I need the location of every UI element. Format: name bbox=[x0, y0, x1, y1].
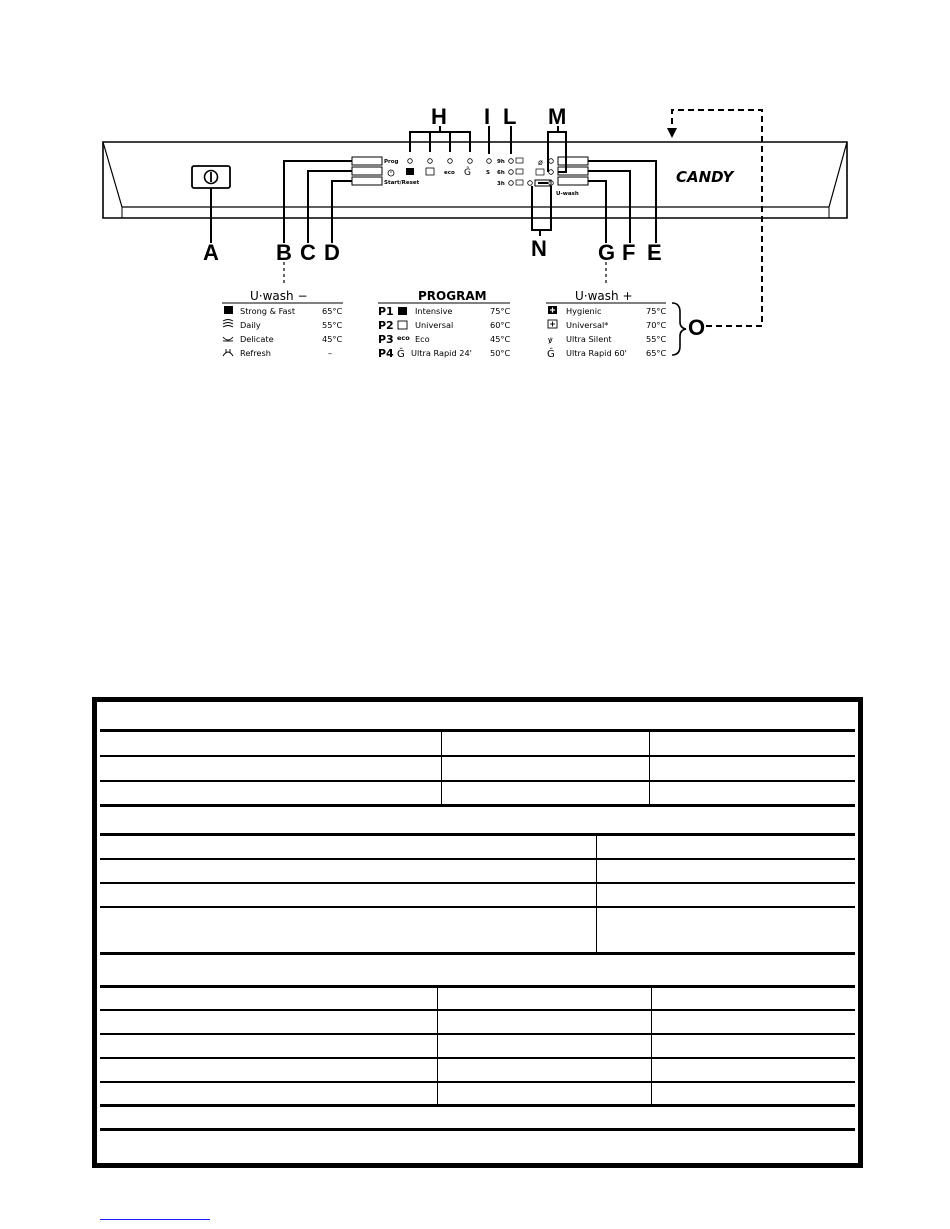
start-reset-button[interactable] bbox=[352, 177, 382, 185]
program-indicators bbox=[406, 159, 472, 178]
svg-text:Delicate: Delicate bbox=[240, 334, 274, 344]
section2-header bbox=[100, 807, 855, 836]
start-reset-label: Start/Reset bbox=[384, 180, 420, 186]
svg-text:U·wash +: U·wash + bbox=[575, 289, 633, 303]
svg-text:6h: 6h bbox=[497, 170, 505, 176]
svg-text:PROGRAM: PROGRAM bbox=[418, 289, 487, 303]
svg-text:65°C: 65°C bbox=[322, 306, 343, 316]
svg-text:–: – bbox=[328, 348, 333, 358]
svg-text:65°C: 65°C bbox=[646, 348, 667, 358]
callout-b: B bbox=[276, 240, 292, 265]
rapid-60-icon: Ĝ bbox=[547, 349, 555, 360]
power-icon bbox=[205, 171, 218, 184]
callout-d: D bbox=[324, 240, 340, 265]
ultra-silent-icon: ꝟ bbox=[548, 336, 553, 346]
uwash-label: U-wash bbox=[556, 191, 579, 197]
callout-f: F bbox=[622, 240, 636, 265]
rapid-24-icon: Ĝ bbox=[397, 349, 405, 360]
svg-text:45°C: 45°C bbox=[322, 334, 343, 344]
legend-uwash-plus bbox=[546, 289, 667, 360]
svg-text:55°C: 55°C bbox=[322, 320, 343, 330]
universal-icon bbox=[398, 321, 407, 329]
callout-a: A bbox=[203, 240, 219, 265]
svg-text:3h: 3h bbox=[497, 181, 505, 187]
svg-text:Ultra Silent: Ultra Silent bbox=[566, 334, 612, 344]
delay-indicators bbox=[497, 158, 523, 187]
svg-text:70°C: 70°C bbox=[646, 320, 667, 330]
table-row bbox=[100, 1011, 855, 1035]
delay-button[interactable] bbox=[352, 167, 382, 175]
svg-text:Refresh: Refresh bbox=[240, 348, 271, 358]
svg-text:60°C: 60°C bbox=[490, 320, 511, 330]
section1-header bbox=[100, 705, 855, 732]
legend-program bbox=[378, 289, 511, 360]
svg-text:Universal: Universal bbox=[415, 320, 454, 330]
svg-text:Universal*: Universal* bbox=[566, 320, 609, 330]
legend-uwash-minus bbox=[222, 289, 343, 358]
salt-icon: S bbox=[486, 170, 490, 176]
delay-clock-icon bbox=[388, 170, 394, 176]
svg-text:50°C: 50°C bbox=[490, 348, 511, 358]
universal-icon bbox=[426, 168, 434, 175]
svg-text:Eco: Eco bbox=[415, 334, 430, 344]
daily-icon bbox=[223, 320, 233, 328]
svg-text:75°C: 75°C bbox=[646, 306, 667, 316]
svg-text:Ultra Rapid 60': Ultra Rapid 60' bbox=[566, 348, 627, 358]
callout-m: M bbox=[548, 104, 567, 129]
table-row bbox=[100, 1083, 855, 1107]
table-row bbox=[100, 1059, 855, 1083]
svg-text:55°C: 55°C bbox=[646, 334, 667, 344]
callout-c: C bbox=[300, 240, 316, 265]
callout-l: L bbox=[503, 104, 517, 129]
table-row bbox=[100, 988, 855, 1011]
brand-logo: CANDY bbox=[676, 168, 734, 186]
rapid-icon: Ĝ bbox=[464, 168, 471, 178]
prog-label: Prog bbox=[384, 159, 399, 165]
svg-text:Intensive: Intensive bbox=[415, 306, 453, 316]
table-row bbox=[100, 836, 855, 860]
strong-fast-icon bbox=[224, 306, 233, 314]
callout-n: N bbox=[531, 236, 547, 261]
footer-row bbox=[100, 1131, 855, 1160]
option-button-e[interactable] bbox=[558, 157, 588, 165]
svg-text:Ultra Rapid 24': Ultra Rapid 24' bbox=[411, 348, 472, 358]
hygienic-icon bbox=[548, 306, 557, 314]
delicate-icon bbox=[223, 337, 233, 341]
svg-text:P1: P1 bbox=[378, 305, 394, 318]
callout-i: I bbox=[484, 104, 491, 129]
intensive-icon bbox=[398, 307, 407, 315]
eco-icon: eco bbox=[444, 170, 455, 176]
bottom-link-underline[interactable] bbox=[100, 1219, 210, 1220]
footer-row bbox=[100, 1107, 855, 1131]
svg-text:P4: P4 bbox=[378, 347, 394, 360]
svg-text:ø: ø bbox=[538, 158, 543, 167]
callout-e: E bbox=[647, 240, 662, 265]
svg-text:75°C: 75°C bbox=[490, 306, 511, 316]
svg-text:U·wash −: U·wash − bbox=[250, 289, 308, 303]
table-row bbox=[100, 1035, 855, 1059]
eco-icon: eco bbox=[397, 334, 410, 342]
intensive-icon bbox=[406, 168, 414, 175]
universal-plus-icon bbox=[548, 320, 557, 328]
svg-text:Daily: Daily bbox=[240, 320, 261, 330]
table-row bbox=[100, 860, 855, 884]
panel-face bbox=[103, 142, 847, 207]
section3-header bbox=[100, 955, 855, 988]
callout-o: O bbox=[688, 315, 706, 340]
callout-lines bbox=[211, 126, 656, 243]
power-button[interactable] bbox=[192, 166, 230, 188]
prog-button[interactable] bbox=[352, 157, 382, 165]
uwash-button[interactable] bbox=[558, 177, 588, 185]
table-row bbox=[100, 782, 855, 807]
table-row bbox=[100, 884, 855, 908]
table-row bbox=[100, 908, 855, 955]
svg-text:P2: P2 bbox=[378, 319, 394, 332]
callout-g: G bbox=[598, 240, 616, 265]
refresh-icon bbox=[223, 349, 233, 356]
svg-text:Hygienic: Hygienic bbox=[566, 306, 602, 316]
table-row bbox=[100, 757, 855, 782]
svg-text:9h: 9h bbox=[497, 159, 505, 165]
svg-text:45°C: 45°C bbox=[490, 334, 511, 344]
table-row bbox=[100, 732, 855, 757]
brace bbox=[672, 303, 686, 355]
svg-text:Strong & Fast: Strong & Fast bbox=[240, 306, 296, 316]
svg-text:P3: P3 bbox=[378, 333, 394, 346]
data-table bbox=[92, 697, 863, 1168]
callout-h: H bbox=[431, 104, 447, 129]
